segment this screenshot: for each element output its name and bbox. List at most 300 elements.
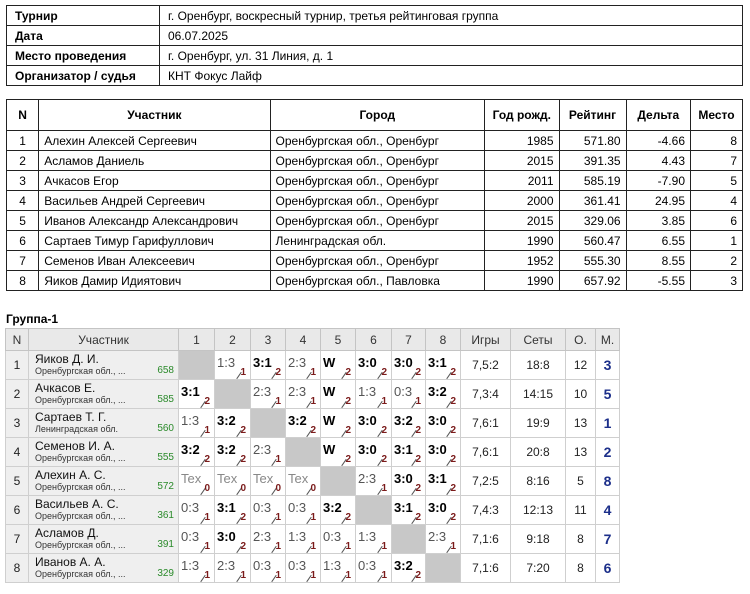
match-score: 2:3 (253, 442, 272, 457)
group-row (6, 380, 620, 409)
match-points: 2 (381, 367, 387, 378)
match-score: Tex (288, 471, 309, 486)
participant-row (7, 171, 743, 191)
match-score: 3:1 (217, 500, 236, 515)
match-score: 3:2 (394, 558, 413, 573)
participant-name: Семенов Иван Алексеевич (39, 251, 270, 271)
participant-delta: 24.95 (626, 191, 690, 211)
group-player[interactable] (29, 351, 179, 380)
participant-name: Асламов Даниель (39, 151, 270, 171)
participant-delta: 4.43 (626, 151, 690, 171)
info-value: г. Оренбург, воскресный турнир, третья рейтинговая группа (160, 6, 743, 26)
match-result-cell[interactable] (251, 496, 286, 525)
participant-name: Сартаев Тимур Гарифуллович (39, 231, 270, 251)
tournament-info-table (6, 5, 743, 86)
match-score: 3:0 (428, 442, 447, 457)
match-points: 2 (381, 425, 387, 436)
participant-row (7, 191, 743, 211)
player-sets: 12:13 (511, 496, 566, 525)
match-score: 0:3 (253, 500, 272, 515)
info-key: Турнир (7, 6, 160, 26)
participant-n: 3 (7, 171, 39, 191)
match-points: 1 (275, 454, 281, 465)
match-score: 2:3 (288, 384, 307, 399)
info-row (7, 46, 743, 66)
match-result-cell[interactable] (392, 554, 426, 583)
match-points: 1 (381, 483, 387, 494)
match-points: 2 (275, 367, 281, 378)
participant-city: Оренбургская обл., Оренбург (270, 131, 485, 151)
match-score: 3:0 (428, 413, 447, 428)
match-points: 1 (240, 367, 246, 378)
match-points: 2 (450, 396, 456, 407)
match-result-cell[interactable] (321, 525, 356, 554)
player-name[interactable]: Яиков Д. И. (35, 352, 99, 366)
player-games: 7,2:5 (461, 467, 511, 496)
match-score: 3:2 (394, 413, 413, 428)
match-result-cell[interactable] (215, 351, 251, 380)
match-result-cell[interactable] (215, 554, 251, 583)
match-result-cell[interactable] (321, 496, 356, 525)
participants-header: Дельта (626, 100, 690, 131)
participant-name: Ачкасов Егор (39, 171, 270, 191)
participant-place: 2 (691, 251, 743, 271)
match-score: Tex (217, 471, 238, 486)
player-sets: 9:18 (511, 525, 566, 554)
match-points: 2 (204, 396, 210, 407)
player-rating: 560 (157, 423, 174, 434)
match-score: 2:3 (288, 355, 307, 370)
info-row (7, 6, 743, 26)
match-score: 3:1 (428, 471, 447, 486)
match-result-cell[interactable] (356, 380, 392, 409)
match-result-cell[interactable] (321, 438, 356, 467)
match-result-cell[interactable] (321, 380, 356, 409)
match-result-cell[interactable] (179, 438, 215, 467)
match-result-cell[interactable] (286, 467, 321, 496)
match-result-cell[interactable] (251, 438, 286, 467)
participants-table (6, 99, 743, 291)
player-points: 8 (566, 525, 596, 554)
group-row (6, 554, 620, 583)
match-points: 1 (310, 570, 316, 581)
match-points: 1 (345, 570, 351, 581)
match-score: W (323, 355, 336, 370)
player-rating: 658 (157, 365, 174, 376)
participant-name: Васильев Андрей Сергеевич (39, 191, 270, 211)
match-points: 1 (415, 396, 421, 407)
match-score: 1:3 (323, 558, 342, 573)
group-header: N (6, 329, 29, 351)
match-result-cell[interactable] (426, 438, 461, 467)
match-points: 1 (204, 425, 210, 436)
participant-city: Оренбургская обл., Оренбург (270, 151, 485, 171)
match-score: 3:1 (428, 355, 447, 370)
participant-n: 6 (7, 231, 39, 251)
player-games: 7,5:2 (461, 351, 511, 380)
match-points: 0 (204, 483, 210, 494)
player-rating: 572 (157, 481, 174, 492)
match-points: 1 (310, 512, 316, 523)
match-score: 0:3 (288, 500, 307, 515)
match-result-cell[interactable] (426, 525, 461, 554)
match-result-cell[interactable] (356, 554, 392, 583)
match-points: 2 (240, 512, 246, 523)
match-score: 0:3 (181, 529, 200, 544)
match-points: 2 (415, 570, 421, 581)
group-row-number: 8 (6, 554, 29, 583)
participant-rating: 571.80 (559, 131, 626, 151)
participant-row (7, 271, 743, 291)
match-points: 2 (415, 367, 421, 378)
match-points: 2 (345, 396, 351, 407)
match-points: 2 (381, 454, 387, 465)
match-points: 2 (240, 425, 246, 436)
player-sets: 19:9 (511, 409, 566, 438)
info-value: г. Оренбург, ул. 31 Линия, д. 1 (160, 46, 743, 66)
match-result-cell[interactable] (321, 351, 356, 380)
group-row-number: 6 (6, 496, 29, 525)
participant-place: 4 (691, 191, 743, 211)
match-result-cell[interactable] (286, 554, 321, 583)
player-name[interactable]: Сартаев Т. Г. (35, 410, 107, 424)
match-points: 1 (310, 367, 316, 378)
match-result-cell[interactable] (426, 496, 461, 525)
match-result-cell[interactable] (215, 467, 251, 496)
match-result-cell[interactable] (356, 467, 392, 496)
self-cell (286, 438, 321, 467)
match-result-cell[interactable] (392, 438, 426, 467)
match-result-cell[interactable] (426, 380, 461, 409)
participant-rating: 361.41 (559, 191, 626, 211)
group-player[interactable] (29, 438, 179, 467)
player-sets: 18:8 (511, 351, 566, 380)
participant-delta: -7.90 (626, 171, 690, 191)
player-points: 10 (566, 380, 596, 409)
match-points: 2 (204, 454, 210, 465)
match-score: 3:0 (358, 413, 377, 428)
participant-rating: 585.19 (559, 171, 626, 191)
match-result-cell[interactable] (286, 525, 321, 554)
player-games: 7,3:4 (461, 380, 511, 409)
player-name[interactable]: Васильев А. С. (35, 497, 119, 511)
match-score: Tex (181, 471, 202, 486)
match-result-cell[interactable] (251, 554, 286, 583)
player-points: 12 (566, 351, 596, 380)
player-name[interactable]: Иванов А. А. (35, 555, 106, 569)
info-value: 06.07.2025 (160, 26, 743, 46)
match-result-cell[interactable] (356, 409, 392, 438)
player-place: 8 (596, 467, 620, 496)
info-row (7, 26, 743, 46)
participant-place: 8 (691, 131, 743, 151)
player-rating: 391 (157, 539, 174, 550)
match-result-cell[interactable] (392, 409, 426, 438)
match-score: W (323, 384, 336, 399)
match-score: 3:0 (217, 529, 236, 544)
participants-header: N (7, 100, 39, 131)
player-games: 7,1:6 (461, 554, 511, 583)
match-points: 0 (240, 483, 246, 494)
player-name[interactable]: Алехин А. С. (35, 468, 106, 482)
player-points: 11 (566, 496, 596, 525)
match-points: 2 (450, 454, 456, 465)
participant-city: Оренбургская обл., Оренбург (270, 191, 485, 211)
match-result-cell[interactable] (392, 467, 426, 496)
match-result-cell[interactable] (321, 409, 356, 438)
participants-header: Город (270, 100, 485, 131)
match-result-cell[interactable] (356, 351, 392, 380)
match-points: 1 (275, 570, 281, 581)
player-games: 7,6:1 (461, 409, 511, 438)
group-header: 4 (286, 329, 321, 351)
match-result-cell[interactable] (179, 467, 215, 496)
group-header: Сеты (511, 329, 566, 351)
participant-row (7, 211, 743, 231)
participant-n: 1 (7, 131, 39, 151)
participant-city: Оренбургская обл., Павловка (270, 271, 485, 291)
match-result-cell[interactable] (392, 380, 426, 409)
player-place: 1 (596, 409, 620, 438)
group-header: 1 (179, 329, 215, 351)
group-row-number: 4 (6, 438, 29, 467)
player-city: Оренбургская обл., ... (35, 395, 126, 405)
player-sets: 14:15 (511, 380, 566, 409)
match-score: 3:1 (181, 384, 200, 399)
match-result-cell[interactable] (392, 496, 426, 525)
match-score: 3:1 (394, 500, 413, 515)
match-points: 2 (415, 454, 421, 465)
match-result-cell[interactable] (179, 380, 215, 409)
group-row (6, 351, 620, 380)
group-header: 2 (215, 329, 251, 351)
player-name[interactable]: Асламов Д. (35, 526, 99, 540)
group-header: 6 (356, 329, 392, 351)
match-score: 0:3 (323, 529, 342, 544)
group-row-number: 2 (6, 380, 29, 409)
match-result-cell[interactable] (179, 409, 215, 438)
participants-header: Место (691, 100, 743, 131)
match-points: 1 (310, 396, 316, 407)
match-points: 0 (275, 483, 281, 494)
participant-city: Оренбургская обл., Оренбург (270, 211, 485, 231)
match-score: 1:3 (181, 558, 200, 573)
player-points: 13 (566, 438, 596, 467)
group-row (6, 438, 620, 467)
match-points: 2 (345, 512, 351, 523)
match-result-cell[interactable] (179, 496, 215, 525)
match-points: 1 (310, 541, 316, 552)
match-points: 1 (204, 512, 210, 523)
group-player[interactable] (29, 467, 179, 496)
match-score: 1:3 (217, 355, 236, 370)
self-cell (215, 380, 251, 409)
match-points: 2 (450, 367, 456, 378)
group-player[interactable] (29, 409, 179, 438)
participant-n: 7 (7, 251, 39, 271)
participant-delta: 6.55 (626, 231, 690, 251)
player-place: 2 (596, 438, 620, 467)
group-row (6, 467, 620, 496)
player-games: 7,4:3 (461, 496, 511, 525)
group-player[interactable] (29, 496, 179, 525)
match-score: 2:3 (253, 529, 272, 544)
match-result-cell[interactable] (426, 409, 461, 438)
match-score: 3:2 (181, 442, 200, 457)
group-header: М. (596, 329, 620, 351)
group-header: 5 (321, 329, 356, 351)
group-player[interactable] (29, 380, 179, 409)
group-header: 3 (251, 329, 286, 351)
player-rating: 361 (157, 510, 174, 521)
match-points: 1 (345, 541, 351, 552)
match-score: 2:3 (358, 471, 377, 486)
match-result-cell[interactable] (356, 525, 392, 554)
participant-rating: 657.92 (559, 271, 626, 291)
player-city: Оренбургская обл., ... (35, 453, 126, 463)
match-result-cell[interactable] (179, 525, 215, 554)
match-score: 2:3 (428, 529, 447, 544)
self-cell (321, 467, 356, 496)
match-points: 2 (450, 483, 456, 494)
self-cell (426, 554, 461, 583)
group-row (6, 496, 620, 525)
match-result-cell[interactable] (179, 554, 215, 583)
participant-n: 4 (7, 191, 39, 211)
match-score: 3:0 (394, 355, 413, 370)
group-player[interactable] (29, 554, 179, 583)
self-cell (179, 351, 215, 380)
match-result-cell[interactable] (215, 409, 251, 438)
participant-place: 6 (691, 211, 743, 231)
info-key: Организатор / судья (7, 66, 160, 86)
match-points: 1 (450, 541, 456, 552)
match-result-cell[interactable] (356, 438, 392, 467)
self-cell (356, 496, 392, 525)
self-cell (392, 525, 426, 554)
match-result-cell[interactable] (251, 380, 286, 409)
group-row-number: 5 (6, 467, 29, 496)
player-place: 3 (596, 351, 620, 380)
match-score: 3:2 (217, 413, 236, 428)
participant-year: 2000 (485, 191, 559, 211)
participant-delta: -4.66 (626, 131, 690, 151)
player-name[interactable]: Семенов И. А. (35, 439, 115, 453)
match-score: 3:0 (358, 355, 377, 370)
participant-rating: 555.30 (559, 251, 626, 271)
player-place: 6 (596, 554, 620, 583)
participant-row (7, 131, 743, 151)
match-score: 1:3 (358, 384, 377, 399)
match-result-cell[interactable] (286, 496, 321, 525)
participant-n: 5 (7, 211, 39, 231)
player-games: 7,1:6 (461, 525, 511, 554)
self-cell (251, 409, 286, 438)
match-points: 2 (415, 425, 421, 436)
match-score: 3:0 (394, 471, 413, 486)
match-result-cell[interactable] (215, 525, 251, 554)
match-points: 2 (415, 512, 421, 523)
player-sets: 20:8 (511, 438, 566, 467)
participants-header: Год рожд. (485, 100, 559, 131)
player-place: 7 (596, 525, 620, 554)
player-city: Оренбургская обл., ... (35, 511, 126, 521)
match-score: 1:3 (358, 529, 377, 544)
match-result-cell[interactable] (251, 467, 286, 496)
participant-year: 1990 (485, 231, 559, 251)
player-city: Оренбургская обл., ... (35, 569, 126, 579)
match-result-cell[interactable] (321, 554, 356, 583)
player-points: 13 (566, 409, 596, 438)
participant-name: Яиков Дамир Идиятович (39, 271, 270, 291)
match-score: 0:3 (181, 500, 200, 515)
participant-place: 5 (691, 171, 743, 191)
match-score: 1:3 (181, 413, 200, 428)
participant-place: 3 (691, 271, 743, 291)
group-title: Группа-1 (6, 312, 59, 326)
group-player[interactable] (29, 525, 179, 554)
match-result-cell[interactable] (286, 380, 321, 409)
participant-year: 2011 (485, 171, 559, 191)
player-points: 5 (566, 467, 596, 496)
match-result-cell[interactable] (426, 351, 461, 380)
player-points: 8 (566, 554, 596, 583)
match-result-cell[interactable] (286, 351, 321, 380)
match-result-cell[interactable] (251, 525, 286, 554)
match-result-cell[interactable] (215, 438, 251, 467)
participant-city: Оренбургская обл., Оренбург (270, 251, 485, 271)
match-result-cell[interactable] (215, 496, 251, 525)
match-result-cell[interactable] (286, 409, 321, 438)
match-result-cell[interactable] (426, 467, 461, 496)
info-value: КНТ Фокус Лайф (160, 66, 743, 86)
player-place: 4 (596, 496, 620, 525)
participant-place: 1 (691, 231, 743, 251)
match-score: 3:2 (217, 442, 236, 457)
group-crosstable (5, 328, 620, 583)
match-points: 2 (240, 454, 246, 465)
match-points: 1 (275, 541, 281, 552)
participant-row (7, 251, 743, 271)
group-row (6, 409, 620, 438)
participant-year: 2015 (485, 151, 559, 171)
player-city: Оренбургская обл., ... (35, 540, 126, 550)
match-result-cell[interactable] (251, 351, 286, 380)
participant-row (7, 151, 743, 171)
match-score: 3:1 (253, 355, 272, 370)
match-points: 1 (275, 512, 281, 523)
player-rating: 329 (157, 568, 174, 579)
match-score: 1:3 (288, 529, 307, 544)
participant-year: 1990 (485, 271, 559, 291)
match-points: 1 (381, 570, 387, 581)
match-result-cell[interactable] (392, 351, 426, 380)
match-points: 2 (415, 483, 421, 494)
player-place: 5 (596, 380, 620, 409)
participant-year: 2015 (485, 211, 559, 231)
participant-name: Иванов Александр Александрович (39, 211, 270, 231)
match-points: 1 (381, 396, 387, 407)
match-score: 3:2 (428, 384, 447, 399)
match-score: 0:3 (288, 558, 307, 573)
group-header: 8 (426, 329, 461, 351)
match-score: 2:3 (217, 558, 236, 573)
match-score: Tex (253, 471, 274, 486)
participant-n: 8 (7, 271, 39, 291)
match-score: 0:3 (394, 384, 413, 399)
match-points: 1 (204, 541, 210, 552)
player-name[interactable]: Ачкасов Е. (35, 381, 96, 395)
